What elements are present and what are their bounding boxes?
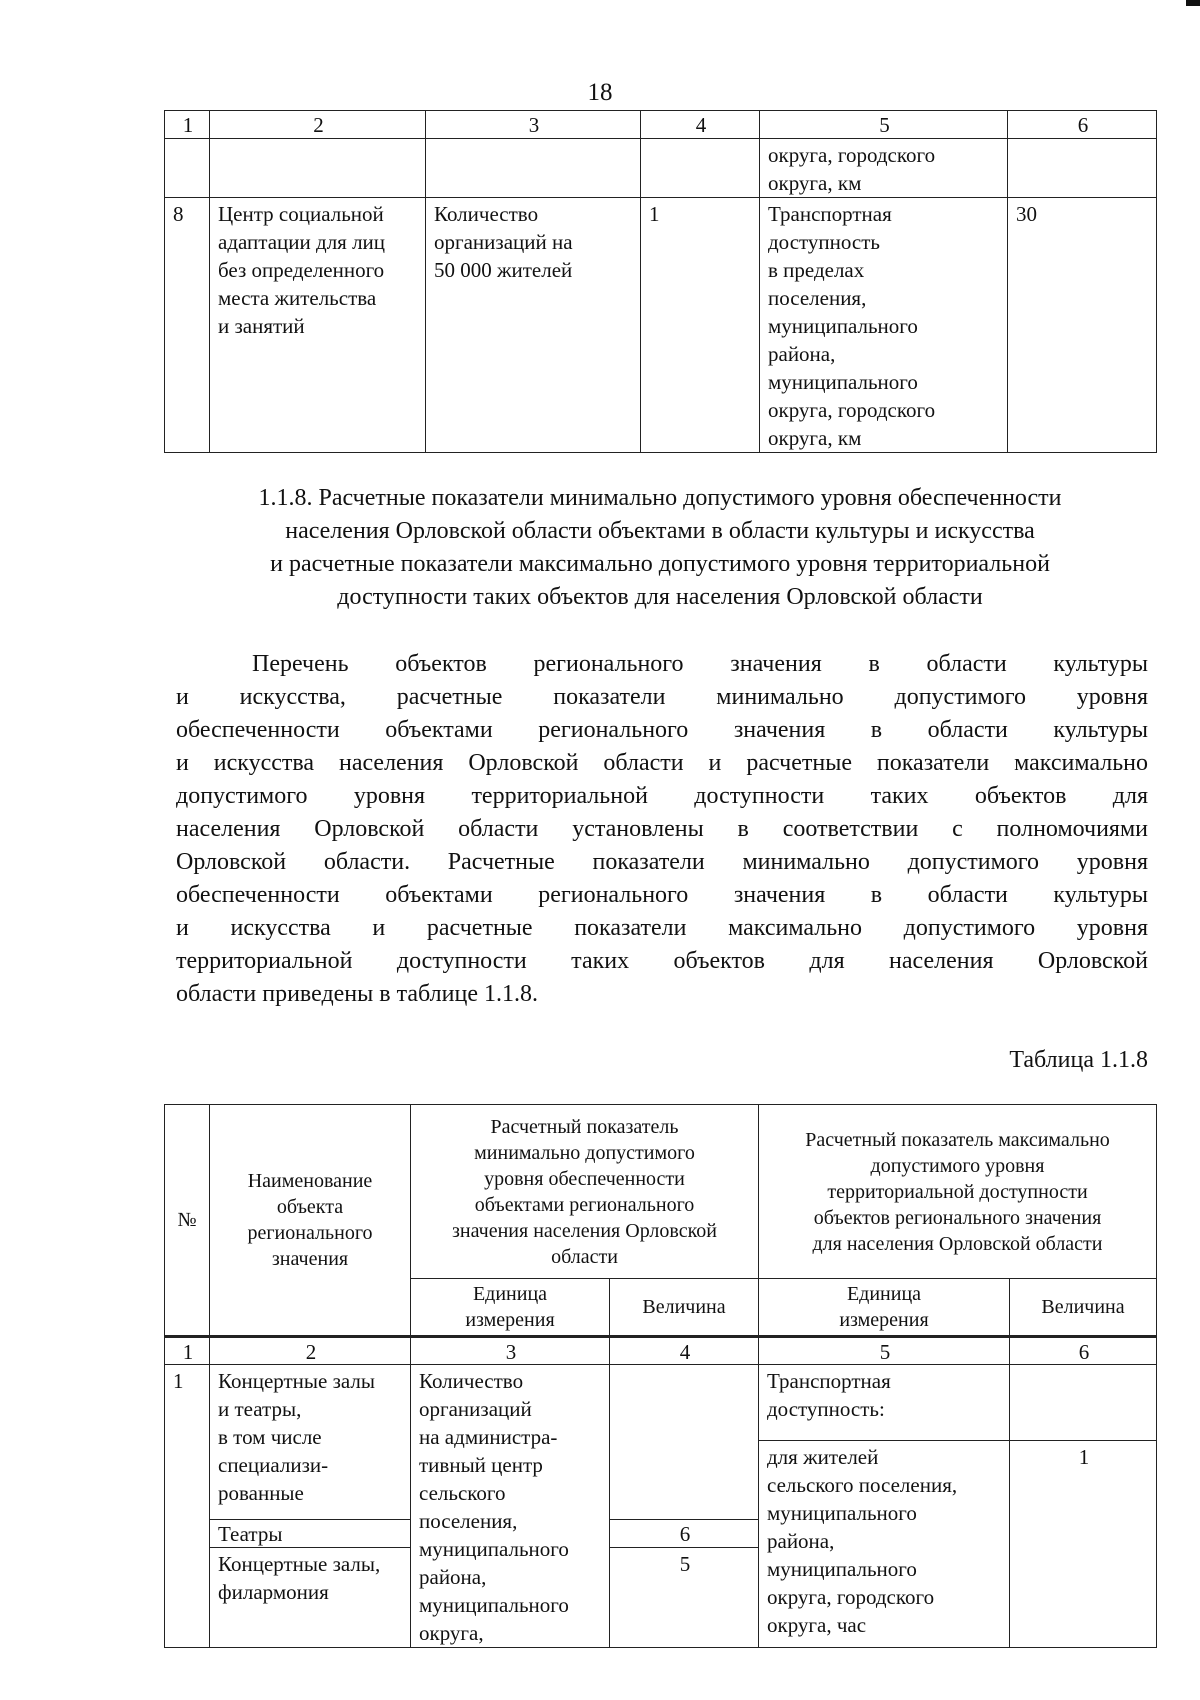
header-object-name: Наименование объекта регионального значения xyxy=(210,1105,411,1337)
accessibility-value: 30 xyxy=(1008,198,1157,453)
accessibility-unit: Транспортная доступность в пределах поселения, муниципального района, муниципального округа, городского округа, км xyxy=(760,198,1008,453)
header-unit: Единица измерения xyxy=(411,1279,610,1337)
object-name: Концертные залы и театры, в том числе специализи- рованные xyxy=(210,1365,411,1520)
provision-unit: Количество организаций на администра- тивный центр сельского поселения, муниципального района, муниципального округа, xyxy=(411,1365,610,1648)
scan-edge-mark xyxy=(1186,0,1200,6)
col-number: 5 xyxy=(760,111,1008,139)
object-name: Театры xyxy=(210,1519,411,1548)
row-number: 1 xyxy=(165,1365,210,1648)
paragraph-line: и искусства, расчетные показатели минимально допустимого уровня xyxy=(176,684,1148,710)
paragraph-line: обеспеченности объектами регионального значения в области культуры xyxy=(176,717,1148,743)
continuation-row xyxy=(165,139,1157,198)
paragraph-line: и искусства населения Орловской области и расчетные показатели максимально xyxy=(176,750,1148,776)
header-accessibility-group: Расчетный показатель максимально допустимого уровня территориальной доступности объектов регионального значения для населения Орловской области xyxy=(759,1105,1157,1279)
header-unit: Единица измерения xyxy=(759,1279,1010,1337)
provision-value: 5 xyxy=(610,1548,759,1648)
paragraph-line: области приведены в таблице 1.1.8. xyxy=(176,981,538,1007)
col-number: 6 xyxy=(1008,111,1157,139)
accessibility-value: 1 xyxy=(1010,1441,1157,1648)
col-number: 3 xyxy=(426,111,641,139)
table-row xyxy=(165,198,1157,453)
object-name: Центр социальной адаптации для лиц без определенного места жительства и занятий xyxy=(210,198,426,453)
table-row xyxy=(165,1365,1157,1441)
object-name: Концертные залы, филармония xyxy=(210,1548,411,1648)
col-number: 1 xyxy=(165,1337,210,1365)
header-value: Величина xyxy=(1010,1279,1157,1337)
row-number: 8 xyxy=(165,198,210,453)
main-table xyxy=(164,1104,1157,1648)
header-number: № xyxy=(165,1105,210,1337)
col-number: 2 xyxy=(210,1337,411,1365)
accessibility-detail: для жителей сельского поселения, муниципального района, муниципального округа, городского округа, час xyxy=(759,1441,1010,1648)
paragraph-line: населения Орловской области установлены в соответствии с полномочиями xyxy=(176,816,1148,842)
paragraph-line: Перечень объектов регионального значения в области культуры xyxy=(252,651,1148,677)
col-number: 4 xyxy=(641,111,760,139)
col-number: 5 xyxy=(759,1337,1010,1365)
paragraph-line: допустимого уровня территориальной доступности таких объектов для xyxy=(176,783,1148,809)
section-heading: 1.1.8. Расчетные показатели минимально допустимого уровня обеспеченности населения Орловской области объектами в области культуры и искусства и расчетные показатели максимально допустимого уровня территориальной доступности таких объектов для населения Орловской области xyxy=(258,485,1062,610)
header-value: Величина xyxy=(610,1279,759,1337)
column-number-row xyxy=(165,111,1157,139)
paragraph-line: территориальной доступности таких объектов для населения Орловской xyxy=(176,948,1148,974)
col-number: 6 xyxy=(1010,1337,1157,1365)
header-row xyxy=(165,1105,1157,1279)
provision-value-empty xyxy=(610,1365,759,1520)
col-number: 1 xyxy=(165,111,210,139)
col-number: 2 xyxy=(210,111,426,139)
accessibility-title: Транспортная доступность: xyxy=(759,1365,1010,1441)
paragraph-line: и искусства и расчетные показатели максимально допустимого уровня xyxy=(176,915,1148,941)
provision-value: 6 xyxy=(610,1519,759,1548)
paragraph-line: Орловской области. Расчетные показатели минимально допустимого уровня xyxy=(176,849,1148,875)
continuation-text: округа, городского округа, км xyxy=(760,139,1008,198)
provision-value: 1 xyxy=(641,198,760,453)
col-number: 3 xyxy=(411,1337,610,1365)
column-number-row xyxy=(165,1337,1157,1365)
body-paragraph xyxy=(176,648,1148,1011)
page-number: 18 xyxy=(587,79,613,106)
accessibility-value-empty xyxy=(1010,1365,1157,1441)
paragraph-line: обеспеченности объектами регионального значения в области культуры xyxy=(176,882,1148,908)
col-number: 4 xyxy=(610,1337,759,1365)
table-caption: Таблица 1.1.8 xyxy=(1009,1047,1148,1073)
header-provision-group: Расчетный показатель минимально допустимого уровня обеспеченности объектами регионального значения населения Орловской области xyxy=(411,1105,759,1279)
provision-unit: Количество организаций на 50 000 жителей xyxy=(426,198,641,453)
top-table xyxy=(164,110,1157,453)
